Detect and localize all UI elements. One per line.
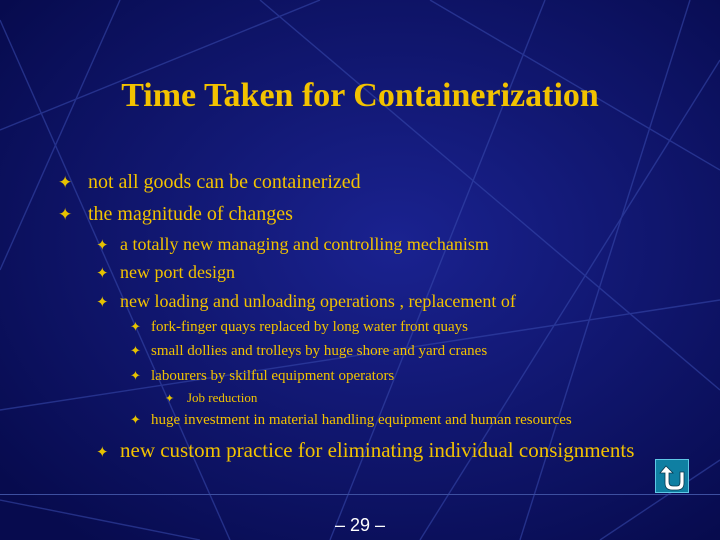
star-bullet-icon: ✦ xyxy=(58,173,73,192)
bullet-text: small dollies and trolleys by huge shore and yard cranes xyxy=(151,343,488,359)
bullet-item xyxy=(130,368,394,385)
bullet-text: a totally new managing and controlling mechanism xyxy=(120,234,489,254)
bullet-item xyxy=(96,262,235,283)
bullet-text: not all goods can be containerized xyxy=(88,171,361,193)
footer-divider xyxy=(0,494,720,495)
bullet-text: labourers by skilful equipment operators xyxy=(151,368,395,384)
bullet-item xyxy=(165,390,257,406)
bullet-item xyxy=(96,438,634,463)
bullet-item xyxy=(58,171,361,194)
return-button[interactable] xyxy=(655,459,689,493)
bullet-item xyxy=(130,319,468,336)
bullet-text: Job reduction xyxy=(187,390,258,405)
bullet-item xyxy=(96,291,516,312)
star-bullet-icon: ✦ xyxy=(96,445,109,461)
page-number: – 29 – xyxy=(334,515,386,535)
bullet-text: fork-finger quays replaced by long water front quays xyxy=(151,319,468,335)
return-arrow-icon xyxy=(656,460,690,494)
star-bullet-icon: ✦ xyxy=(96,295,109,311)
star-bullet-icon: ✦ xyxy=(58,205,73,224)
bullet-text: new port design xyxy=(120,262,235,282)
star-bullet-icon: ✦ xyxy=(130,343,141,358)
star-bullet-icon: ✦ xyxy=(130,368,141,383)
star-bullet-icon: ✦ xyxy=(130,412,141,427)
star-bullet-icon: ✦ xyxy=(165,393,175,405)
bullet-item xyxy=(130,412,572,429)
bullet-text: new loading and unloading operations , replacement of xyxy=(120,291,516,311)
bullet-text: huge investment in material handling equipment and human resources xyxy=(151,412,572,428)
star-bullet-icon: ✦ xyxy=(130,319,141,334)
bullet-item xyxy=(58,203,293,226)
star-bullet-icon: ✦ xyxy=(96,266,109,282)
bullet-text: new custom practice for eliminating individual consignments xyxy=(120,438,635,462)
star-bullet-icon: ✦ xyxy=(96,238,109,254)
bullet-item xyxy=(96,234,489,255)
slide-title: Time Taken for Containerization xyxy=(121,77,599,114)
bullet-text: the magnitude of changes xyxy=(88,203,293,225)
bullet-item xyxy=(130,343,487,360)
